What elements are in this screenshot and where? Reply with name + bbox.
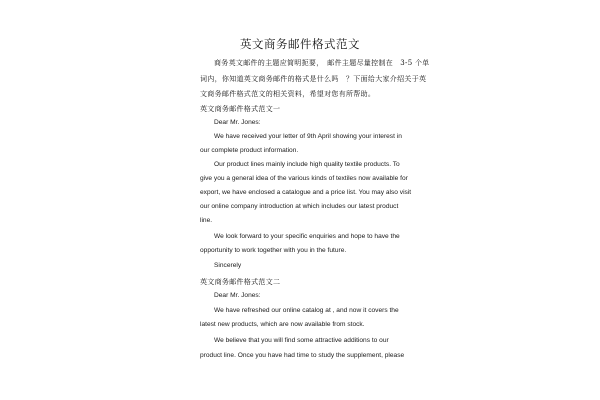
section-1-closing: Sincerely bbox=[214, 262, 242, 269]
section-1-paragraph-2-line-4: our online company introduction at which includes our latest product bbox=[200, 203, 399, 210]
section-2-salutation: Dear Mr. Jones: bbox=[214, 292, 261, 299]
section-2-paragraph-2-line-1: We believe that you will find some attractive additions to our bbox=[214, 337, 389, 344]
section-1-paragraph-2-line-1: Our product lines mainly include high quality textile products. To bbox=[214, 161, 400, 168]
section-1-paragraph-2-line-2: give you a general idea of the various kinds of textiles now available for bbox=[200, 175, 408, 182]
section-1-paragraph-2-line-3: export, we have enclosed a catalogue and a price list. You may also visit bbox=[200, 189, 412, 196]
document-title: 英文商务邮件格式范文 bbox=[240, 37, 360, 51]
intro-line-1: 商务英文邮件的主题应简明扼要， 邮件主题尽量控制在 3-5 个单 bbox=[214, 59, 430, 67]
section-1-paragraph-1-line-1: We have received your letter of 9th April showing your interest in bbox=[214, 133, 402, 140]
intro-line-2: 词内，你知道英文商务邮件的格式是什么吗 ？下面给大家介绍关于英 bbox=[200, 75, 427, 83]
section-2-paragraph-1-line-2: latest new products, which are now available from stock. bbox=[200, 321, 365, 328]
section-2-paragraph-2-line-2: product line. Once you have had time to study the supplement, please bbox=[200, 352, 405, 359]
section-1-heading: 英文商务邮件格式范文一 bbox=[200, 105, 281, 113]
section-1-paragraph-3-line-2: opportunity to work together with you in the future. bbox=[200, 247, 347, 254]
section-1-paragraph-1-line-2: our complete product information. bbox=[200, 147, 299, 154]
section-1-paragraph-3-line-1: We look forward to your specific enquiries and hope to have the bbox=[214, 233, 400, 240]
section-1-salutation: Dear Mr. Jones: bbox=[214, 119, 261, 126]
intro-line-3: 文商务邮件格式范文的相关资料，希望对您有所帮助。 bbox=[200, 90, 376, 98]
section-1-paragraph-2-line-5: line. bbox=[200, 217, 213, 224]
section-2-heading: 英文商务邮件格式范文二 bbox=[200, 278, 281, 286]
section-2-paragraph-1-line-1: We have refreshed our online catalog at , and now it covers the bbox=[214, 307, 399, 314]
